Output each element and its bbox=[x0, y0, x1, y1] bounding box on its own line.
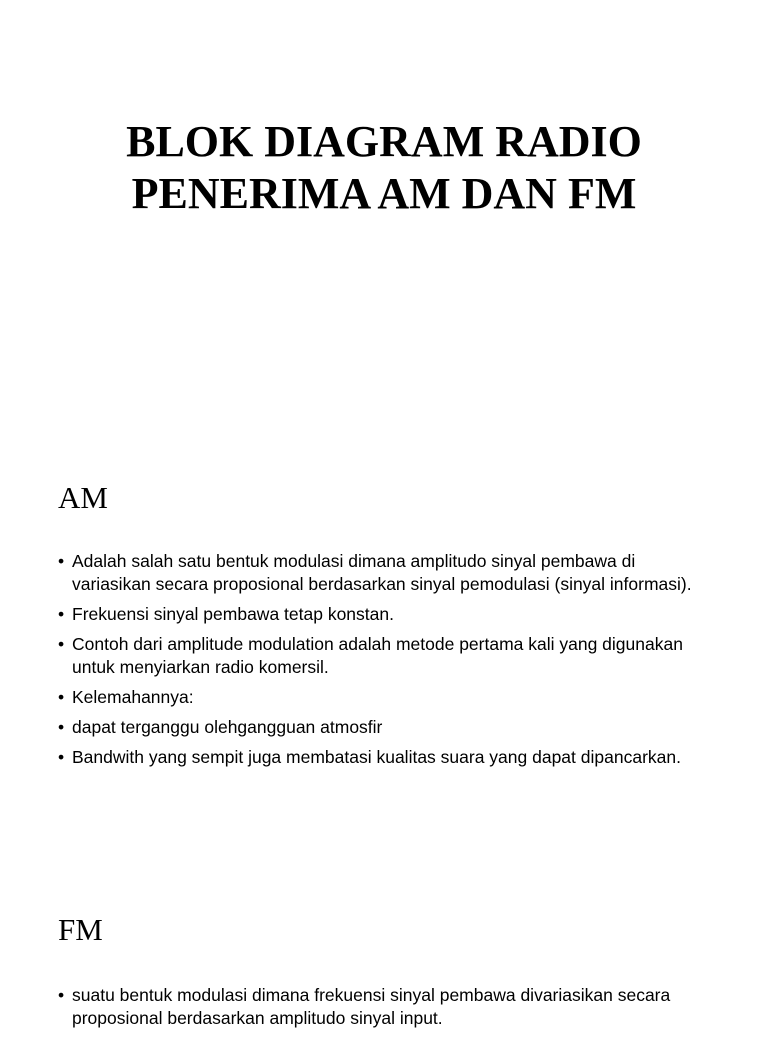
am-bullet-list bbox=[58, 550, 718, 776]
am-bullet-item: • Adalah salah satu bentuk modulasi dimana amplitudo sinyal pembawa di variasikan secara proposional berdasarkan sinyal pemodulasi (sinyal informasi). bbox=[58, 550, 718, 596]
fm-bullet-item: • suatu bentuk modulasi dimana frekuensi sinyal pembawa divariasikan secara proposional berdasarkan amplitudo sinyal input. bbox=[58, 984, 718, 1030]
title-line-1: BLOK DIAGRAM RADIO bbox=[126, 117, 642, 166]
am-bullet-item: • dapat terganggu olehgangguan atmosfir bbox=[58, 716, 718, 739]
am-bullet-item: • Bandwith yang sempit juga membatasi kualitas suara yang dapat dipancarkan. bbox=[58, 746, 718, 769]
am-heading: AM bbox=[58, 480, 108, 515]
am-bullet-item: • Contoh dari amplitude modulation adalah metode pertama kali yang digunakan untuk menyiarkan radio komersil. bbox=[58, 633, 718, 679]
fm-heading: FM bbox=[58, 912, 103, 947]
fm-bullet-list bbox=[58, 984, 718, 1037]
slide-title bbox=[0, 116, 768, 220]
am-bullet-item: • Frekuensi sinyal pembawa tetap konstan. bbox=[58, 603, 718, 626]
title-line-2: PENERIMA AM DAN FM bbox=[131, 169, 637, 218]
am-bullet-item: • Kelemahannya: bbox=[58, 686, 718, 709]
